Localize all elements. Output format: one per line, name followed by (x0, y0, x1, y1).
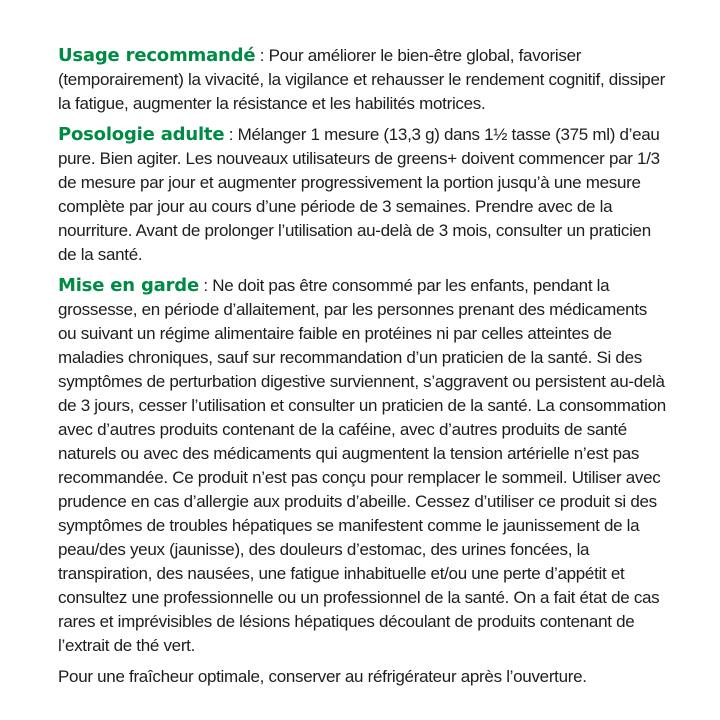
posologie-adulte-heading: Posologie adulte (58, 124, 225, 145)
paragraph-usage-recommande (58, 44, 666, 116)
mise-en-garde-body: Ne doit pas être consommé par les enfants, pendant la grossesse, en période d’allaitement, par les personnes prenant des médicaments ou suivant un régime alimentaire faible en protéines ni par celles atteintes de maladies chroniques, sauf sur recommandation d’un praticien de la santé. Si des symptômes de perturbation digestive surviennent, s’aggravent ou persistent au-delà de 3 jours, cesser l’utilisation et consulter un praticien de la santé. La consommation avec d’autres produits contenant de la caféine, avec d’autres produits de santé naturels ou avec des médicaments qui augmentent la tension artérielle n’est pas recommandée. Ce produit n’est pas conçu pour remplacer le sommeil. Utiliser avec prudence en cas d’allergie aux produits d’abeille. Cessez d’utiliser ce produit si des symptômes de troubles hépatiques se manifestent comme le jaunissement de la peau/des yeux (jaunisse), des douleurs d’estomac, des urines foncées, la transpiration, des nausées, une fatigue inhabituelle et/ou une perte d’appétit et consultez une professionnelle ou un professionnel de la santé. On a fait état de cas rares et imprévisibles de lésions hépatiques découlant de produits contenant de l’extrait de thé vert. (58, 276, 666, 655)
posologie-adulte-separator: : (224, 125, 238, 144)
paragraph-storage-note (58, 665, 666, 689)
posologie-adulte-body: Mélanger 1 mesure (13,3 g) dans 1½ tasse (375 ml) d’eau pure. Bien agiter. Les nouveaux utilisateurs de greens+ doivent commencer par 1/3 de mesure par jour et augmenter progressivement la portion jusqu’à une mesure complète par jour au cours d’une période de 3 semaines. Prendre avec de la nourriture. Avant de prolonger l’utilisation au-delà de 3 mois, consulter un praticien de la santé. (58, 125, 660, 264)
paragraph-mise-en-garde (58, 274, 666, 658)
usage-recommande-body: Pour améliorer le bien-être global, favoriser (temporairement) la vivacité, la vigilance et rehausser le rendement cognitif, dissiper la fatigue, augmenter la résistance et les habilités motrices. (58, 46, 665, 113)
mise-en-garde-heading: Mise en garde (58, 275, 199, 296)
usage-recommande-separator: : (255, 46, 269, 65)
label-text-block (58, 44, 666, 696)
paragraph-posologie-adulte (58, 123, 666, 267)
mise-en-garde-separator: : (198, 276, 213, 295)
storage-note-text: Pour une fraîcheur optimale, conserver au réfrigérateur après l’ouverture. (58, 667, 587, 686)
usage-recommande-heading: Usage recommandé (58, 45, 256, 66)
